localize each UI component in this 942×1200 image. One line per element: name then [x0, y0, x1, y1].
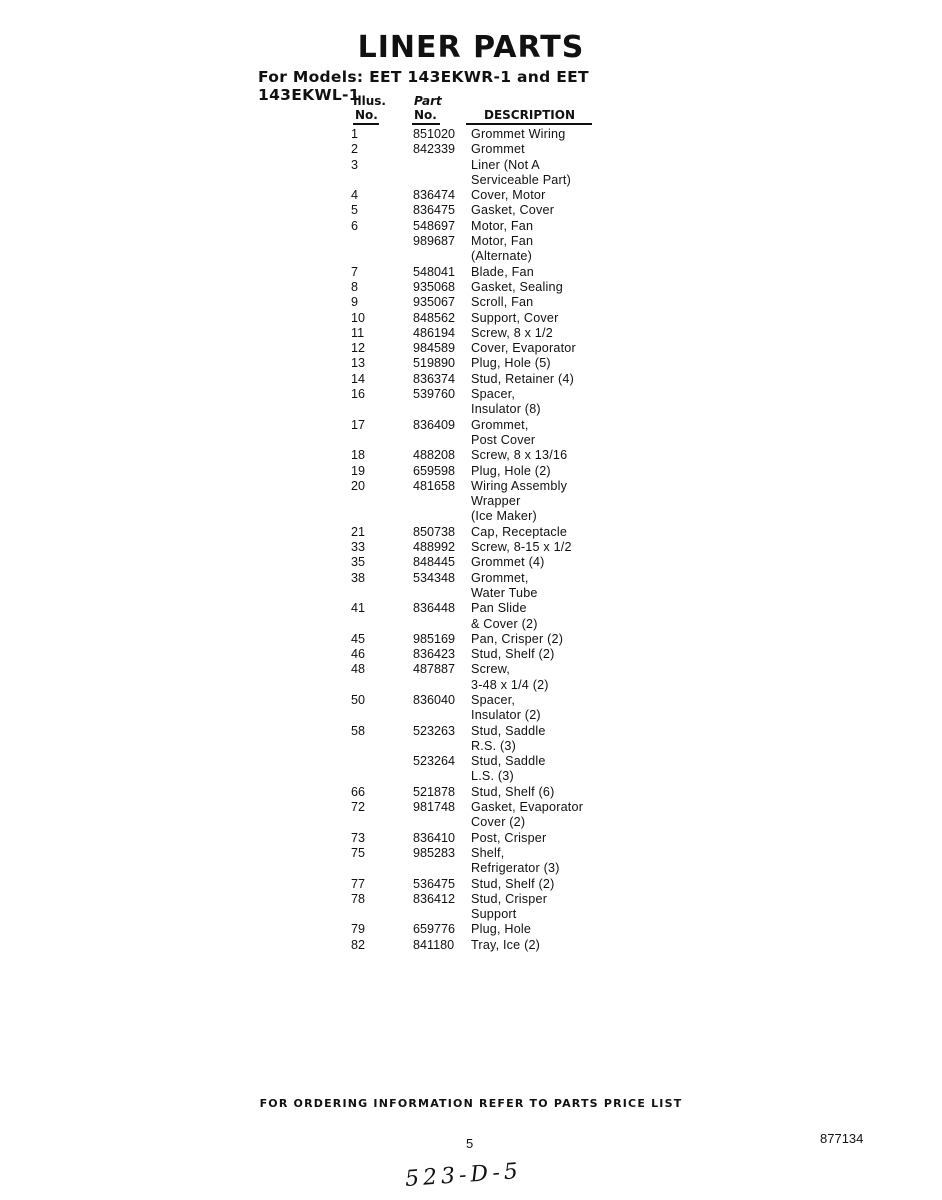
- part-description: Wiring Assembly: [471, 478, 568, 493]
- table-row: [345, 800, 601, 815]
- table-row: [345, 158, 601, 173]
- illus-number: 78: [351, 891, 366, 906]
- table-row: [345, 754, 601, 769]
- table-row: [345, 815, 601, 830]
- part-description: Stud, Shelf (6): [471, 784, 555, 799]
- illus-number: 6: [351, 218, 359, 233]
- part-description: Grommet,: [471, 417, 529, 432]
- table-row: [345, 494, 601, 509]
- part-number: 935068: [413, 279, 456, 294]
- illus-number: [345, 907, 413, 922]
- illus-header-top: Illus.: [353, 94, 386, 108]
- table-row: [345, 831, 601, 846]
- illus-number: 41: [351, 601, 366, 616]
- part-description: Pan, Crisper (2): [471, 631, 564, 646]
- table-row: [345, 387, 601, 402]
- part-description: Stud, Saddle: [471, 723, 546, 738]
- illus-number: 48: [351, 662, 366, 677]
- part-description: Blade, Fan: [471, 264, 534, 279]
- illus-number: 79: [351, 922, 366, 937]
- part-number: 848562: [413, 310, 456, 325]
- table-row: [345, 938, 601, 953]
- table-row: [345, 295, 601, 310]
- part-number: 935067: [413, 295, 456, 310]
- part-description: Gasket, Sealing: [471, 279, 563, 294]
- table-row: [345, 662, 601, 677]
- illus-number: 66: [351, 784, 366, 799]
- illus-number: 5: [351, 203, 359, 218]
- table-row: [345, 571, 601, 586]
- part-number: 548697: [413, 218, 456, 233]
- table-row: [345, 678, 601, 693]
- part-description: Cover, Evaporator: [471, 341, 576, 356]
- table-row: [345, 769, 601, 784]
- part-description: Spacer,: [471, 692, 516, 707]
- table-row: [345, 785, 601, 800]
- illus-number: 7: [351, 264, 359, 279]
- table-row: [345, 846, 601, 861]
- part-description: & Cover (2): [471, 616, 538, 631]
- part-number: 539760: [413, 387, 456, 402]
- part-number: 836412: [413, 891, 456, 906]
- part-description: Plug, Hole (5): [471, 356, 551, 371]
- table-row: [345, 280, 601, 295]
- part-number: 851020: [413, 127, 456, 141]
- table-row: [345, 509, 601, 524]
- part-description: Tray, Ice (2): [471, 937, 541, 952]
- part-description: Stud, Retainer (4): [471, 371, 574, 386]
- illus-header-rule: [353, 123, 379, 125]
- illus-number: [345, 234, 413, 249]
- table-row: [345, 142, 601, 157]
- part-number: 523263: [413, 723, 456, 738]
- table-row: [345, 632, 601, 647]
- illus-number: 2: [351, 142, 359, 157]
- table-row: [345, 448, 601, 463]
- part-description: Screw,: [471, 662, 510, 677]
- part-description: Cover (2): [471, 815, 526, 830]
- part-description: Grommet Wiring: [471, 127, 566, 141]
- parts-table: [345, 127, 601, 953]
- illus-number: 33: [351, 540, 366, 555]
- table-row: [345, 265, 601, 280]
- part-header-rule: [412, 123, 440, 125]
- part-description: R.S. (3): [471, 738, 516, 753]
- part-number: 985283: [413, 845, 456, 860]
- illus-number: 20: [351, 478, 366, 493]
- description-header: DESCRIPTION: [484, 108, 576, 122]
- part-description: Post Cover: [471, 432, 536, 447]
- part-number: 842339: [413, 142, 456, 157]
- part-description: Stud, Shelf (2): [471, 647, 555, 662]
- parts-table-body: [345, 127, 601, 953]
- illus-number: 11: [351, 325, 365, 340]
- part-number: 836410: [413, 830, 456, 845]
- part-description: Insulator (8): [471, 402, 541, 417]
- part-number: 488208: [413, 448, 456, 463]
- illus-number: 8: [351, 279, 359, 294]
- illus-number: 77: [351, 876, 366, 891]
- table-row: [345, 586, 601, 601]
- illus-number: [345, 708, 413, 723]
- illus-header-bottom: No.: [355, 108, 378, 122]
- illus-number: [345, 249, 413, 264]
- table-row: [345, 311, 601, 326]
- illus-number: 45: [351, 631, 366, 646]
- illus-number: [345, 617, 413, 632]
- part-number: [413, 815, 471, 830]
- part-number: 836475: [413, 203, 456, 218]
- part-description: Support: [471, 907, 517, 922]
- part-number: 989687: [413, 234, 456, 249]
- table-row: [345, 203, 601, 218]
- illus-number: 9: [351, 295, 359, 310]
- part-number: 984589: [413, 341, 456, 356]
- part-number: [413, 586, 471, 601]
- part-description: Stud, Shelf (2): [471, 876, 555, 891]
- part-description: Cap, Receptacle: [471, 524, 568, 539]
- table-row: [345, 525, 601, 540]
- part-number: [413, 739, 471, 754]
- part-number: [413, 708, 471, 723]
- table-row: [345, 326, 601, 341]
- part-number: 836374: [413, 371, 456, 386]
- illus-number: 16: [351, 387, 366, 402]
- table-row: [345, 647, 601, 662]
- part-number: [413, 509, 471, 524]
- table-row: [345, 693, 601, 708]
- part-description: Serviceable Part): [471, 172, 571, 187]
- part-number: 985169: [413, 631, 456, 646]
- table-row: [345, 601, 601, 616]
- part-description: Liner (Not A: [471, 157, 540, 172]
- table-row: [345, 555, 601, 570]
- document-number: 877134: [820, 1131, 864, 1146]
- part-number: 850738: [413, 524, 456, 539]
- part-number: [413, 494, 471, 509]
- part-number: 481658: [413, 478, 456, 493]
- illus-number: 13: [351, 356, 366, 371]
- part-number: 534348: [413, 570, 456, 585]
- part-number: [413, 769, 471, 784]
- illus-number: 17: [351, 417, 366, 432]
- part-description: Grommet: [471, 142, 525, 157]
- part-number: 521878: [413, 784, 456, 799]
- table-row: [345, 188, 601, 203]
- part-description: Post, Crisper: [471, 830, 547, 845]
- part-number: 523264: [413, 754, 456, 769]
- part-description: (Alternate): [471, 249, 532, 264]
- table-row: [345, 922, 601, 937]
- part-number: 836423: [413, 647, 456, 662]
- part-number: 836448: [413, 601, 456, 616]
- part-description: Pan Slide: [471, 601, 527, 616]
- illus-number: [345, 739, 413, 754]
- part-description: Grommet,: [471, 570, 529, 585]
- part-description: Support, Cover: [471, 310, 559, 325]
- part-description: Cover, Motor: [471, 188, 546, 203]
- part-description: Stud, Crisper: [471, 891, 548, 906]
- part-description: Gasket, Evaporator: [471, 800, 584, 815]
- part-description: 3-48 x 1/4 (2): [471, 677, 549, 692]
- part-number: [413, 617, 471, 632]
- part-description: Refrigerator (3): [471, 861, 560, 876]
- description-header-rule: [466, 123, 592, 125]
- table-row: [345, 433, 601, 448]
- table-row: [345, 877, 601, 892]
- table-row: [345, 907, 601, 922]
- illus-number: [345, 402, 413, 417]
- part-description: Water Tube: [471, 585, 538, 600]
- table-row: [345, 418, 601, 433]
- table-row: [345, 402, 601, 417]
- table-row: [345, 234, 601, 249]
- table-row: [345, 892, 601, 907]
- part-description: Screw, 8 x 1/2: [471, 325, 553, 340]
- illus-number: 46: [351, 647, 366, 662]
- part-description: Screw, 8-15 x 1/2: [471, 540, 572, 555]
- part-number: 836474: [413, 188, 456, 203]
- part-description: Motor, Fan: [471, 218, 534, 233]
- illus-number: 82: [351, 937, 366, 952]
- illus-number: 35: [351, 555, 366, 570]
- illus-number: [345, 494, 413, 509]
- illus-number: [345, 433, 413, 448]
- illus-number: 3: [351, 157, 359, 172]
- part-description: Shelf,: [471, 845, 505, 860]
- part-description: Wrapper: [471, 494, 521, 509]
- illus-number: 73: [351, 830, 366, 845]
- part-description: Gasket, Cover: [471, 203, 555, 218]
- part-number: [413, 861, 471, 876]
- part-number: 836409: [413, 417, 456, 432]
- table-row: [345, 479, 601, 494]
- table-row: [345, 173, 601, 188]
- illus-number: 18: [351, 448, 366, 463]
- table-row: [345, 464, 601, 479]
- illus-number: 4: [351, 188, 359, 203]
- part-number: 488992: [413, 540, 456, 555]
- table-row: [345, 724, 601, 739]
- table-row: [345, 617, 601, 632]
- illus-number: [345, 861, 413, 876]
- table-row: [345, 341, 601, 356]
- part-header-bottom: No.: [414, 108, 437, 122]
- part-description: Plug, Hole: [471, 922, 532, 937]
- part-number: 519890: [413, 356, 456, 371]
- table-row: [345, 739, 601, 754]
- part-number: 981748: [413, 800, 456, 815]
- illus-number: 14: [351, 371, 366, 386]
- part-number: 841180: [413, 937, 455, 952]
- table-row: [345, 219, 601, 234]
- part-description: (Ice Maker): [471, 509, 537, 524]
- table-row: [345, 708, 601, 723]
- handwritten-note: 523-D-5: [404, 1158, 523, 1193]
- illus-number: [345, 586, 413, 601]
- part-number: 659776: [413, 922, 456, 937]
- table-row: [345, 540, 601, 555]
- part-description: Motor, Fan: [471, 234, 534, 249]
- page-number: 5: [466, 1136, 474, 1151]
- part-description: Spacer,: [471, 387, 516, 402]
- part-number: 659598: [413, 463, 456, 478]
- part-description: Stud, Saddle: [471, 754, 546, 769]
- part-description: L.S. (3): [471, 769, 514, 784]
- page-title: LINER PARTS: [357, 30, 585, 65]
- table-row: [345, 372, 601, 387]
- illus-number: 21: [351, 524, 366, 539]
- part-description: Screw, 8 x 13/16: [471, 448, 568, 463]
- illus-number: 1: [351, 127, 359, 141]
- part-number: [413, 907, 471, 922]
- illus-number: [345, 769, 413, 784]
- illus-number: [345, 754, 413, 769]
- part-number: 548041: [413, 264, 456, 279]
- part-header-top: Part: [414, 94, 442, 108]
- part-number: 536475: [413, 876, 456, 891]
- illus-number: 19: [351, 463, 366, 478]
- part-number: [413, 249, 471, 264]
- part-number: [413, 158, 471, 173]
- table-row: [345, 127, 601, 142]
- table-row: [345, 249, 601, 264]
- part-description: Grommet (4): [471, 555, 545, 570]
- part-description: Scroll, Fan: [471, 295, 534, 310]
- illus-number: 38: [351, 570, 366, 585]
- illus-number: 10: [351, 310, 366, 325]
- illus-number: 72: [351, 800, 366, 815]
- model-subtitle: For Models: EET 143EKWR-1 and EET 143EKWL-1: [258, 68, 589, 104]
- illus-number: 58: [351, 723, 366, 738]
- table-row: [345, 356, 601, 371]
- part-description: Plug, Hole (2): [471, 463, 551, 478]
- part-number: [413, 678, 471, 693]
- part-number: 848445: [413, 555, 456, 570]
- illus-number: [345, 678, 413, 693]
- illus-number: [345, 815, 413, 830]
- part-description: Insulator (2): [471, 708, 541, 723]
- illus-number: 12: [351, 341, 366, 356]
- illus-number: [345, 509, 413, 524]
- illus-number: 75: [351, 845, 366, 860]
- part-number: 487887: [413, 662, 456, 677]
- part-number: [413, 402, 471, 417]
- ordering-footer: FOR ORDERING INFORMATION REFER TO PARTS PRICE LIST: [259, 1097, 683, 1110]
- part-number: [413, 433, 471, 448]
- part-number: [413, 173, 471, 188]
- table-row: [345, 861, 601, 876]
- illus-number: 50: [351, 692, 366, 707]
- part-number: 486194: [413, 325, 456, 340]
- part-number: 836040: [413, 692, 456, 707]
- illus-number: [345, 173, 413, 188]
